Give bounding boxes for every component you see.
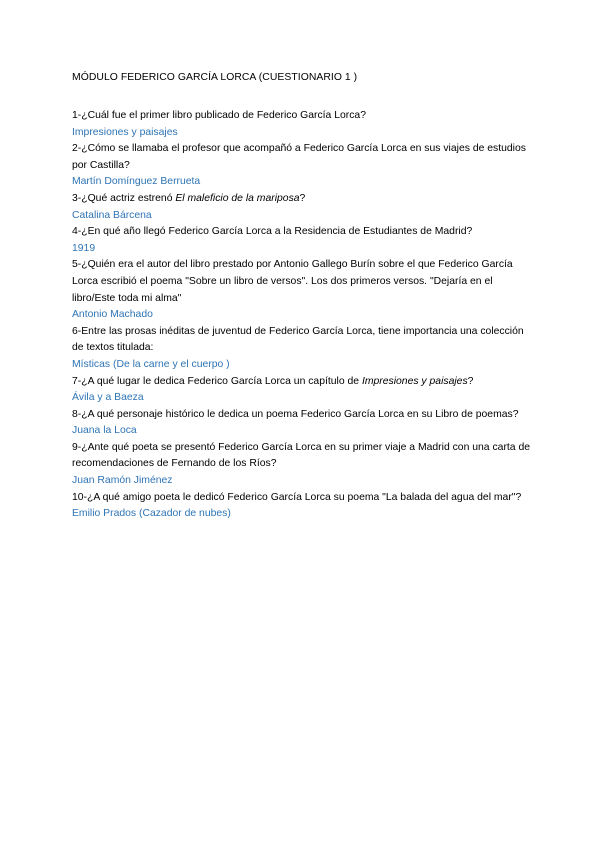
question-6: 6-Entre las prosas inéditas de juventud de Federico García Lorca, tiene importancia una colección de textos titulada: <box>72 325 524 354</box>
answer-6: Místicas (De la carne y el cuerpo ) <box>72 358 230 370</box>
question-7 <box>72 374 532 391</box>
answer-8: Juana la Loca <box>72 425 137 437</box>
answer-9: Juan Ramón Jiménez <box>72 475 173 487</box>
question-4: 4-¿En qué año llegó Federico García Lorca a la Residencia de Estudiantes de Madrid? <box>72 226 473 238</box>
question-3-end: ? <box>299 192 306 204</box>
answer-1: Impresiones y paisajes <box>72 126 178 138</box>
question-8: 8-¿A qué personaje histórico le dedica un poema Federico García Lorca en su Libro de poemas? <box>72 408 519 420</box>
question-3-title-italic: El maleficio de la mariposa <box>175 192 300 204</box>
question-3 <box>72 191 532 208</box>
answer-4: 1919 <box>72 242 96 254</box>
answer-7: Ávila y a Baeza <box>72 392 144 404</box>
document-title: MÓDULO FEDERICO GARCÍA LORCA (CUESTIONARIO 1 ) <box>72 72 358 83</box>
answer-3: Catalina Bárcena <box>72 209 152 221</box>
document-body <box>72 70 532 523</box>
question-2: 2-¿Cómo se llamaba el profesor que acompañó a Federico García Lorca en sus viajes de estudios por Castilla? <box>72 143 526 171</box>
question-3-text: 3-¿Qué actriz estrenó <box>72 192 176 204</box>
question-9: 9-¿Ante qué poeta se presentó Federico García Lorca en su primer viaje a Madrid con una carta de recomendaciones de Fernando de los Ríos? <box>72 441 531 470</box>
question-10: 10-¿A qué amigo poeta le dedicó Federico García Lorca su poema "La balada del agua del mar"? <box>72 491 522 503</box>
question-7-text: 7-¿A qué lugar le dedica Federico García Lorca un capítulo de <box>72 375 362 387</box>
answer-2: Martín Domínguez Berrueta <box>72 176 201 188</box>
question-7-end: ? <box>467 375 474 387</box>
question-7-title-italic: Impresiones y paisajes <box>361 375 468 387</box>
question-1: 1-¿Cuál fue el primer libro publicado de Federico García Lorca? <box>72 110 366 121</box>
question-5: 5-¿Quién era el autor del libro prestado por Antonio Gallego Burín sobre el que Federico García Lorca escribió el poema "Sobre un libro de versos". Los dos primeros versos. "Dejaría en el libro/Este toda mi alma" <box>72 259 513 304</box>
answer-10: Emilio Prados (Cazador de nubes) <box>72 508 231 520</box>
answer-5: Antonio Machado <box>72 309 153 321</box>
